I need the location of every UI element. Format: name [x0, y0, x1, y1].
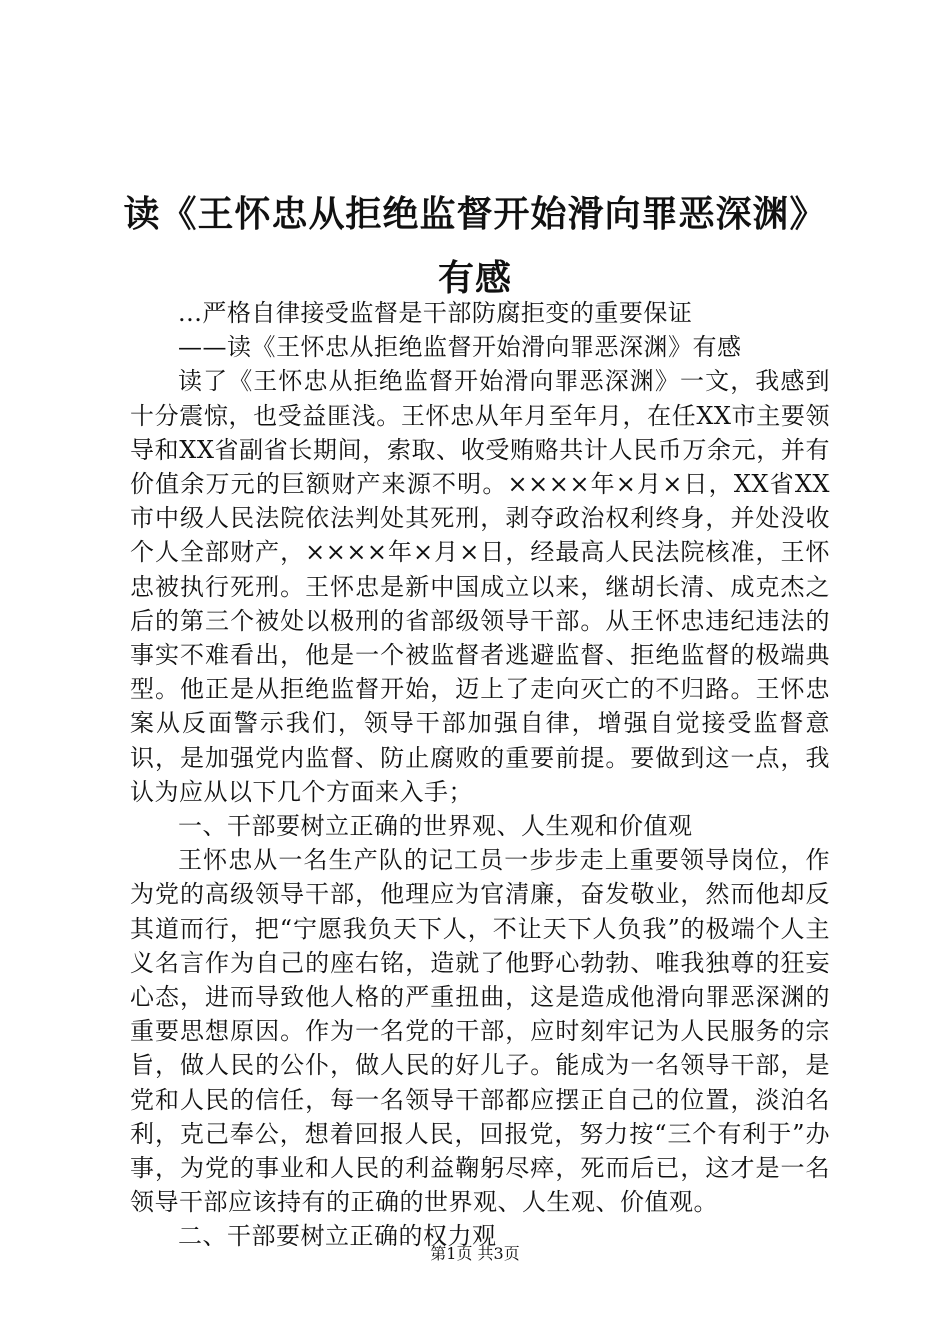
paragraph-section-1: 王怀忠从一名生产队的记工员一步步走上重要领导岗位，作为党的高级领导干部，他理应为官清廉，奋发敬业，然而他却反其道而行，把“宁愿我负天下人，不让天下人负我”的极端个人主义名言作为自己的座右铭，造就了他野心勃勃、唯我独尊的狂妄心态，进而导致他人格的严重扭曲，这是造成他滑向罪恶深渊的重要思想原因。作为一名党的干部，应时刻牢记为人民服务的宗旨，做人民的公仆，做人民的好儿子。能成为一名领导干部，是党和人民的信任，每一名领导干部都应摆正自己的位置，淡泊名利，克己奉公，想着回报人民，回报党，努力按“三个有利于”办事，为党的事业和人民的利益鞠躬尽瘁，死而后已，这才是一名领导干部应该持有的正确的世界观、人生观、价值观。 — [130, 846, 830, 1217]
paragraph-intro: 读了《王怀忠从拒绝监督开始滑向罪恶深渊》一文，我感到十分震惊，也受益匪浅。王怀忠从年月至年月，在任XX市主要领导和XX省副省长期间，索取、收受贿赂共计人民币万余元，并有价值余万元的巨额财产来源不明。××××年×月×日，XX省XX市中级人民法院依法判处其死刑，剥夺政治权利终身，并处没收个人全部财产，××××年×月×日，经最高人民法院核准，王怀忠被执行死刑。王怀忠是新中国成立以来，继胡长清、成克杰之后的第三个被处以极刑的省部级领导干部。从王怀忠违纪违法的事实不难看出，他是一个被监督者逃避监督、拒绝监督的极端典型。他正是从拒绝监督开始，迈上了走向灭亡的不归路。王怀忠案从反面警示我们，领导干部加强自律，增强自觉接受监督意识，是加强党内监督、防止腐败的重要前提。要做到这一点，我认为应从以下几个方面来入手； — [130, 367, 830, 806]
section-heading-1: 一、干部要树立正确的世界观、人生观和价值观 — [178, 812, 693, 841]
subtitle-line-1: ...严格自律接受监督是干部防腐拒变的重要保证 — [178, 299, 693, 327]
page-footer: 第1页 共3页 — [430, 1244, 520, 1263]
document-title: 读《王怀忠从拒绝监督开始滑向罪恶深渊》有感 — [123, 193, 827, 300]
subtitle-line-2: ——读《王怀忠从拒绝监督开始滑向罪恶深渊》有感 — [178, 333, 742, 362]
document-body — [130, 296, 830, 1254]
section-heading-2: 二、干部要树立正确的权力观 — [178, 1222, 497, 1251]
